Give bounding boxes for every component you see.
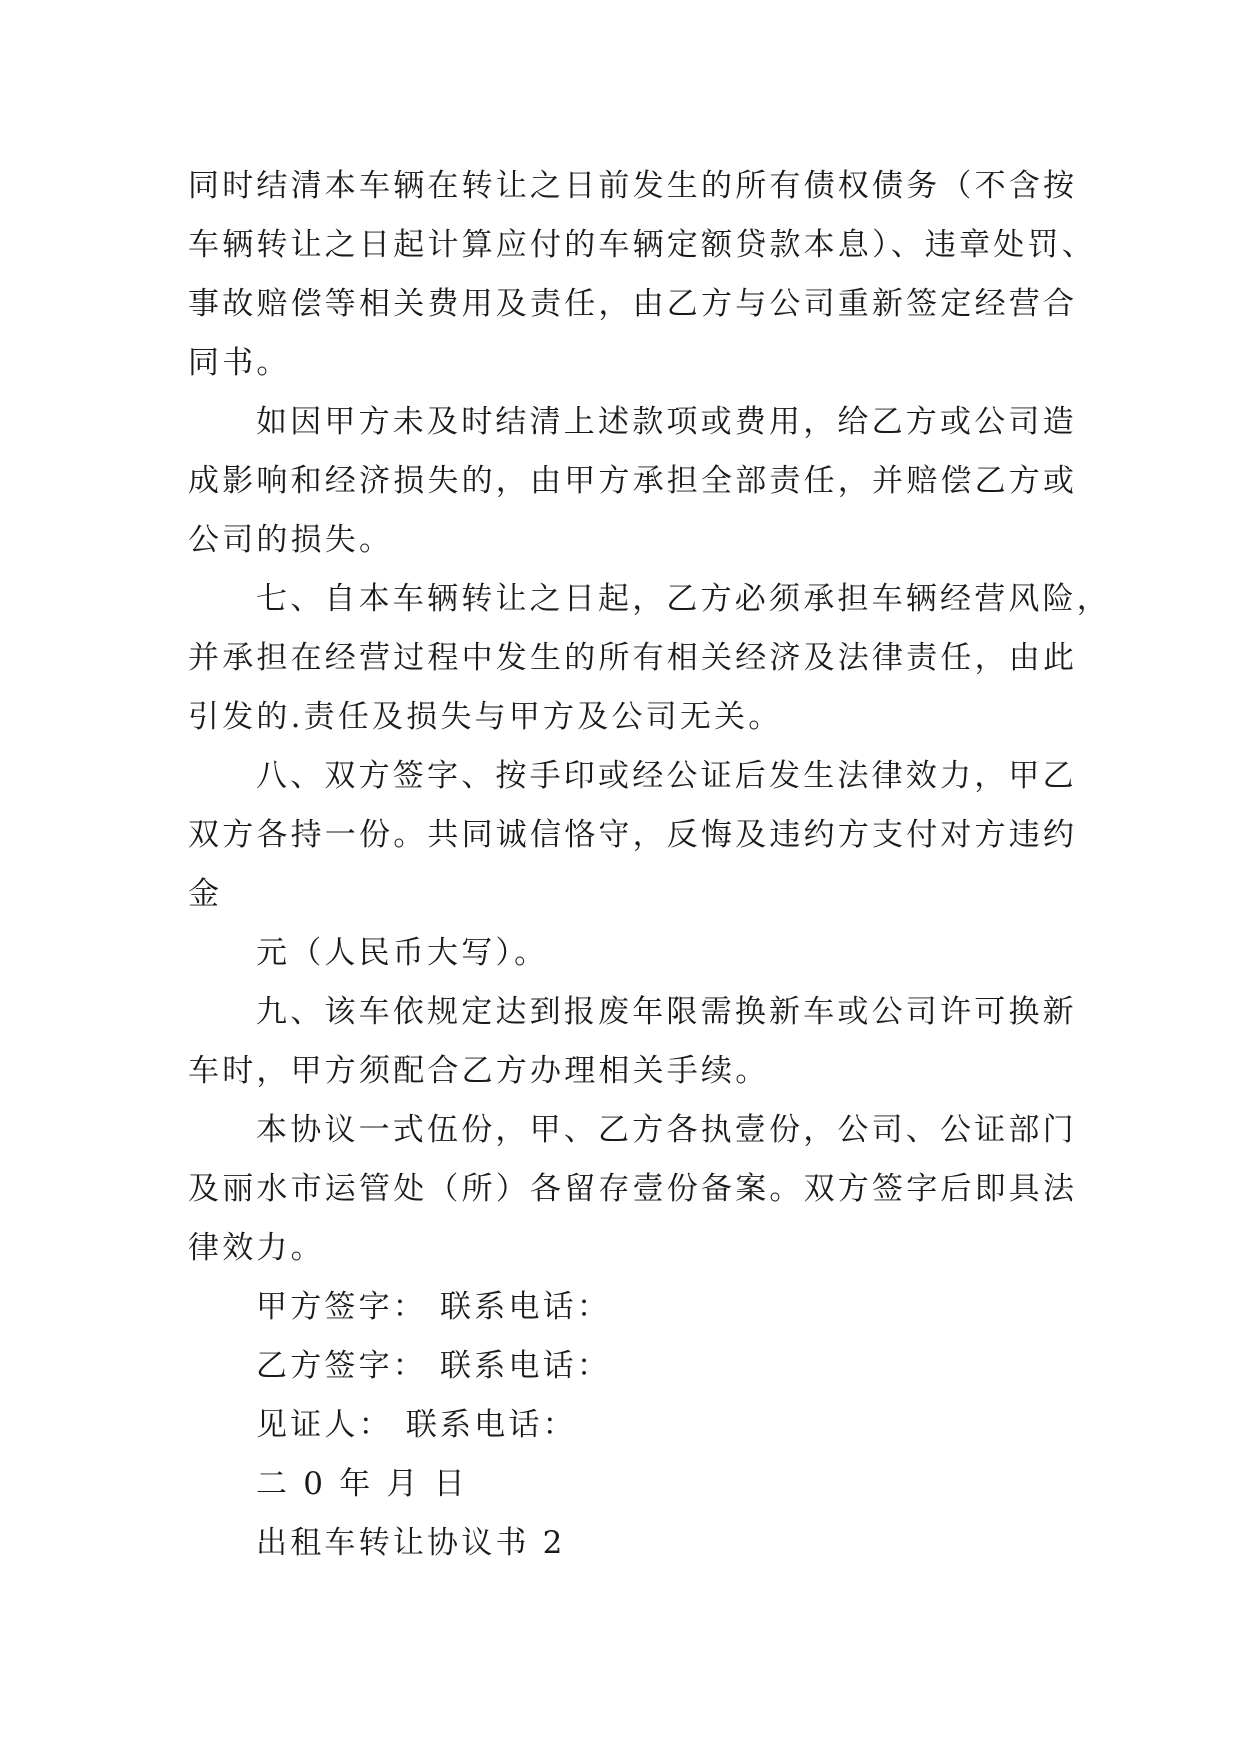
clause-8-heading-line: 八、双方签字、按手印或经公证后发生法律效力，甲乙 (256, 758, 1077, 794)
text-line: 成影响和经济损失的，由甲方承担全部责任，并赔偿乙方或 (188, 463, 1078, 499)
text-line: 公司的损失。 (188, 522, 394, 558)
text-line: 事故赔偿等相关费用及责任，由乙方与公司重新签定经营合 (188, 286, 1078, 322)
text-line: 如因甲方未及时结清上述款项或费用，给乙方或公司造 (256, 404, 1077, 440)
date-line: 二 0 年 月 日 (256, 1466, 468, 1502)
text-line: 车时，甲方须配合乙方办理相关手续。 (188, 1053, 770, 1089)
text-line: 引发的.责任及损失与甲方及公司无关。 (188, 699, 783, 735)
party-a-signature-line: 甲方签字： 联系电话： (256, 1289, 612, 1325)
text-line: 律效力。 (188, 1230, 325, 1266)
witness-signature-line: 见证人： 联系电话： (256, 1407, 577, 1443)
text-line: 并承担在经营过程中发生的所有相关经济及法律责任，由此 (188, 640, 1078, 676)
text-line: 同时结清本车辆在转让之日前发生的所有债权债务（不含按 (188, 168, 1078, 204)
party-b-signature-line: 乙方签字： 联系电话： (256, 1348, 612, 1384)
next-document-title: 出租车转让协议书 2 (256, 1525, 566, 1561)
text-line: 金 (188, 876, 223, 912)
clause-9-heading-line: 九、该车依规定达到报废年限需换新车或公司许可换新 (256, 994, 1077, 1030)
text-line: 及丽水市运管处（所）各留存壹份备案。双方签字后即具法 (188, 1171, 1078, 1207)
text-line: 车辆转让之日起计算应付的车辆定额贷款本息）、违章处罚、 (188, 227, 1096, 263)
clause-7-heading-line: 七、自本车辆转让之日起，乙方必须承担车辆经营风险， (256, 581, 1111, 617)
text-line: 元（人民币大写）。 (256, 935, 549, 971)
text-line: 双方各持一份。共同诚信恪守，反悔及违约方支付对方违约 (188, 817, 1078, 853)
text-line: 同书。 (188, 345, 291, 381)
text-line: 本协议一式伍份，甲、乙方各执壹份，公司、公证部门 (256, 1112, 1077, 1148)
